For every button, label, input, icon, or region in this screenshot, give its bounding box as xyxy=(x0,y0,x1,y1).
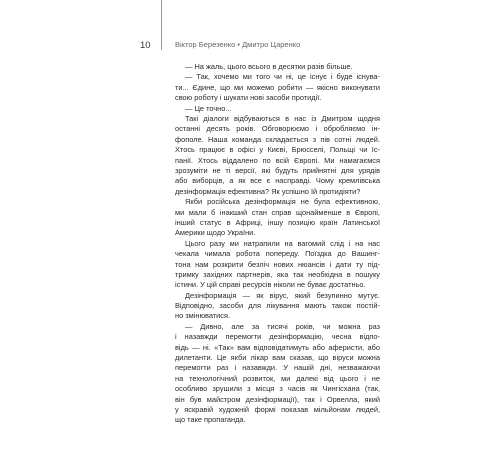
text-line: ти... Єдине, що ми можемо робити — якісно виконувати xyxy=(175,82,380,92)
text-line: або виборців, а як все є насправді. Чому кремлівська xyxy=(175,176,380,186)
text-line: — На жаль, цього всього в десятки разів більше. xyxy=(185,62,353,71)
text-line: тона нам розкрити безліч нових нюансів і дати ту під- xyxy=(175,259,380,269)
text-line: у яскравій художній формі показав мільйонам людей, xyxy=(175,405,380,414)
text-line: зрозуміти не ті версії, які будуть прийнятні для урядів xyxy=(175,165,380,175)
text-line: — Дивно, але за тисячі років, чи можна раз xyxy=(185,321,380,331)
text-line: Відповідно, засоби для лікування мають також постій- xyxy=(175,301,380,311)
text-line: останні десять років. Обговорюємо і обробляємо ін- xyxy=(175,124,380,134)
header-divider xyxy=(161,0,162,50)
text-line: чекала чимала робота попереду. Поїздка до Вашинг- xyxy=(175,249,380,259)
text-line: Дезінформація — як вірус, який безупинно мутує. xyxy=(185,290,380,300)
text-line: Хтось працює в офісі у Києві, Брюсселі, Польщі чи Іс- xyxy=(175,145,380,155)
text-line: ми мали б інакший стан справ щонайменше в Європі, xyxy=(175,207,380,217)
text-line: перемогти раз і назавжди. У нашій дні, незважаючи xyxy=(175,363,380,373)
text-line: істини. У цій справі ресурсів ніколи не буває достатньо. xyxy=(175,280,366,290)
text-line: Такі діалоги відбуваються в нас із Дмитром щодня xyxy=(185,114,380,123)
text-line: панії. Хтось віддалено по всій Європі. Ми намагаємся xyxy=(175,155,380,165)
text-line: фополе. Наша команда складається з пів сотні людей. xyxy=(175,134,380,144)
text-line: Америки щодо України. xyxy=(175,228,256,238)
text-line: відь — ні. «Так» вам відповідатимуть або аферисти, або xyxy=(175,342,380,352)
text-line: на технологічний розвиток, ми далекі від цього і не xyxy=(175,373,380,383)
text-line: особливо зрушили з місця з часів як Чингісхана (так, xyxy=(175,384,380,394)
running-head: Віктор Березенко • Дмитро Царенко xyxy=(175,40,301,49)
text-line: — Це точно... xyxy=(185,103,232,113)
text-line: дезінформація ефективна? Як успішно їй протидіяти? xyxy=(175,186,361,196)
text-line: но змінюватися. xyxy=(175,311,231,321)
text-line: він був майстром дезінформації), так і Орвелла, який xyxy=(175,394,380,404)
text-line: що таке пропаганда. xyxy=(175,415,246,425)
text-line: і назавжди перемогти дезінформацію, чесна відпо- xyxy=(175,332,380,342)
page-number: 10 xyxy=(140,40,151,51)
body-text xyxy=(175,62,380,426)
text-line: тримку західних партнерів, яка так необхідна в пошуку xyxy=(175,269,380,279)
text-line: інший статус в Африці, іншу позицію країн Латинської xyxy=(175,217,380,227)
text-line: свою роботу і шукати нові засоби протидії. xyxy=(175,93,322,103)
text-line: Цього разу ми натрапили на вагомий слід і на нас xyxy=(185,238,380,248)
text-line: дилетанти. Це якби лікар вам сказав, що віруси можна xyxy=(175,353,380,363)
text-line: — Так, хочемо ми того чи ні, це існує і буде існува- xyxy=(185,72,380,82)
text-line: Якби російська дезінформація не була ефективною, xyxy=(185,197,380,207)
